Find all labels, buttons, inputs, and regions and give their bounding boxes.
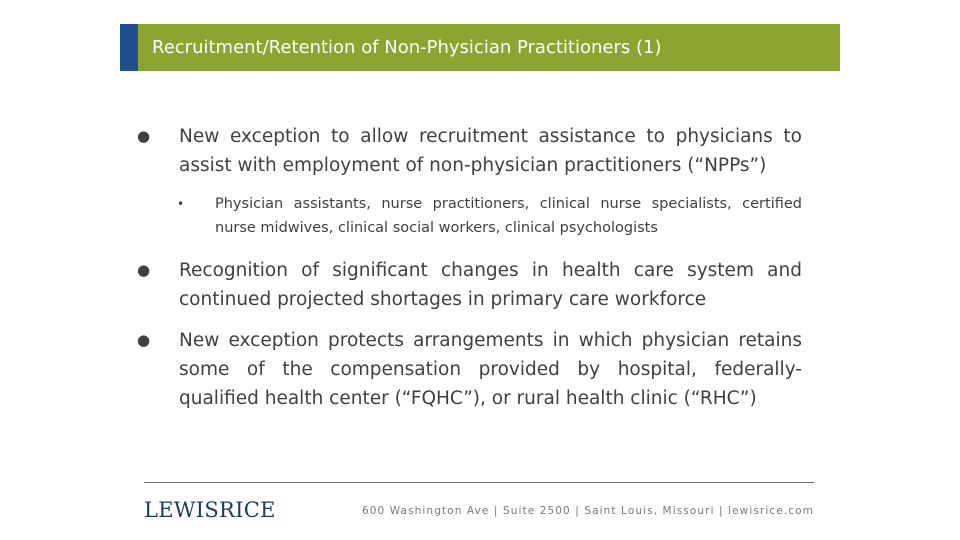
title-accent-stripe [120,24,138,71]
footer-address: 600 Washington Ave | Suite 2500 | Saint Louis, Missouri | lewisrice.com [361,505,814,517]
company-logo: LEWISRICE [144,498,276,522]
slide-content [137,122,802,425]
sub-bullet-text: Physician assistants, nurse practitioners, clinical nurse specialists, certified nurse midwives, clinical social workers, clinical psychologists [215,196,802,236]
bullet-text: New exception protects arrangements in which physician retains some of the compensation provided by hospital, federally- qualified health center (“FQHC”), or rural health clinic (“RHC”) [179,330,802,409]
sub-bullet-dot-icon: • [177,197,185,211]
bullet-text: New exception to allow recruitment assistance to physicians to assist with employment of non-physician practitioners (“NPPs”) [179,126,802,176]
footer-divider [144,482,814,483]
bullet-text: Recognition of significant changes in health care system and continued projected shortages in primary care workforce [179,260,802,310]
title-bar [120,24,840,71]
bullet-item [137,256,802,314]
bullet-dot-icon: ● [137,331,151,349]
bullet-dot-icon: ● [137,127,151,145]
sub-bullet-item [177,192,802,240]
bullet-dot-icon: ● [137,261,151,279]
bullet-item [137,122,802,180]
bullet-item [137,326,802,413]
slide-title: Recruitment/Retention of Non-Physician Practitioners (1) [152,37,662,58]
